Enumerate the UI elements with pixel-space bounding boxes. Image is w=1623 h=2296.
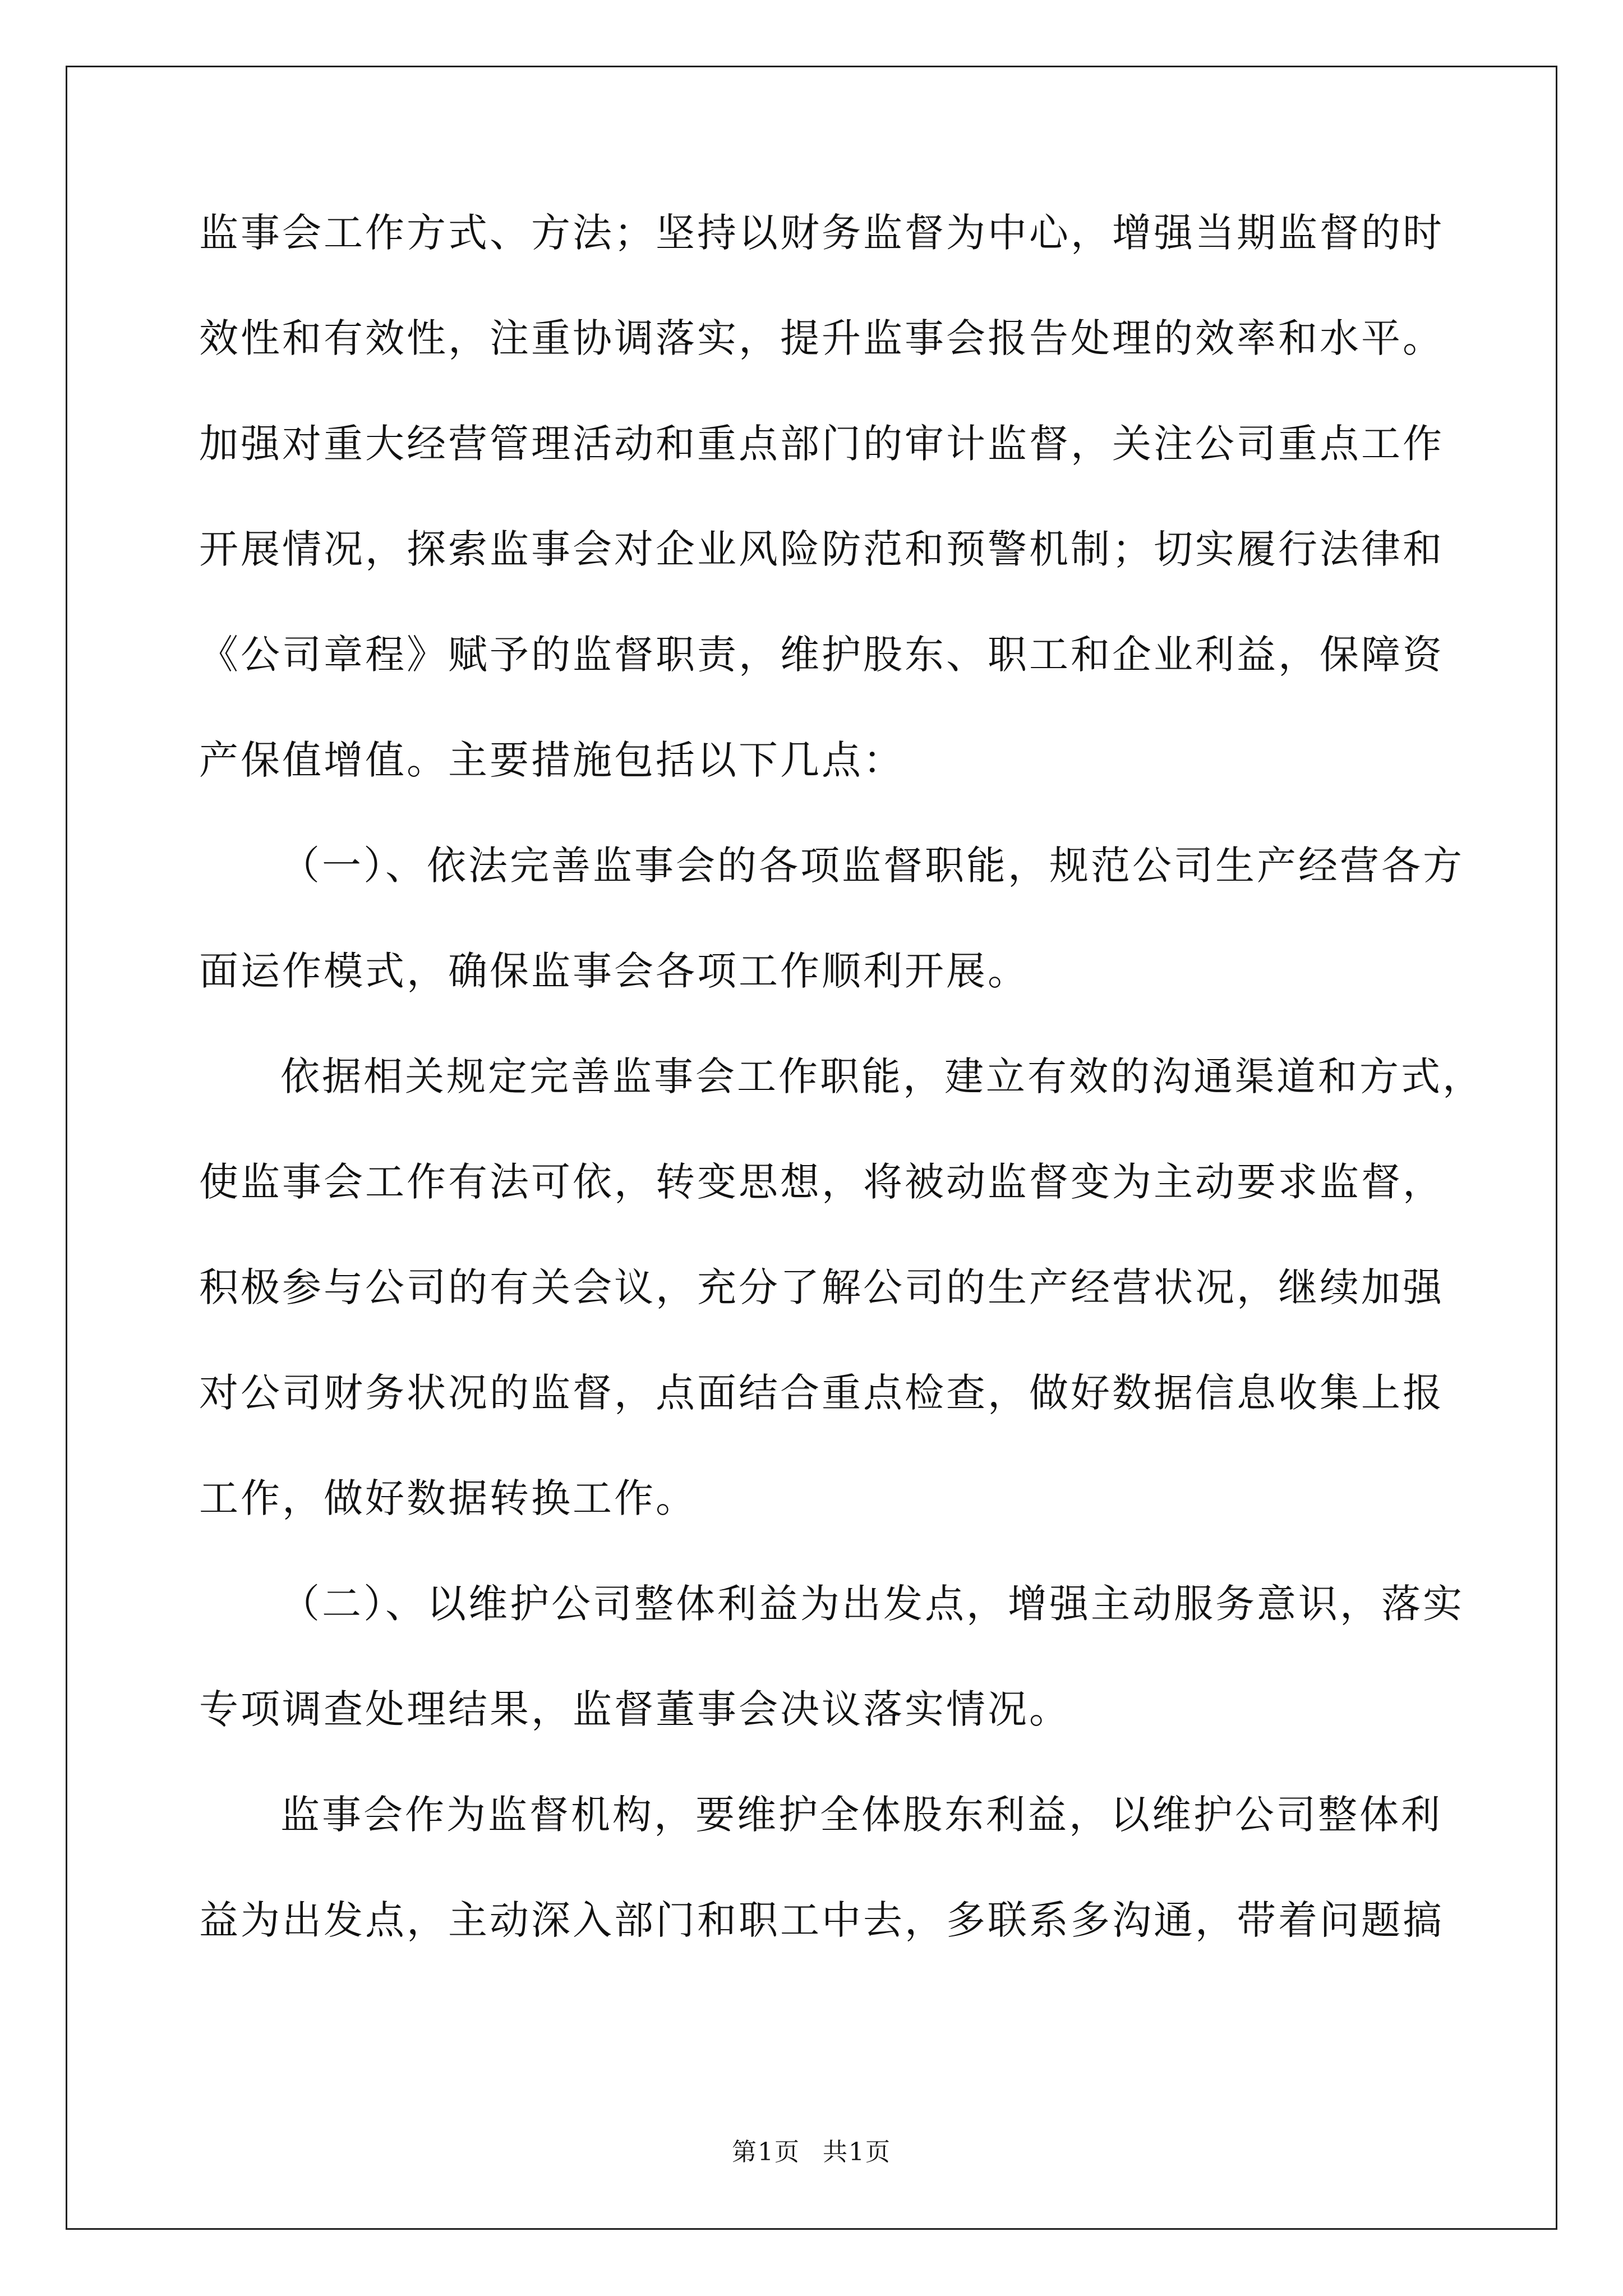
text-line: 加强对重大经营管理活动和重点部门的审计监督，关注公司重点工作 [199, 421, 1444, 467]
paragraph-start: 依据相关规定完善监事会工作职能，建立有效的沟通渠道和方式， [280, 1053, 1484, 1099]
paragraph-start: 监事会作为监督机构，要维护全体股东利益，以维护公司整体利 [280, 1792, 1442, 1838]
text-line: 使监事会工作有法可依，转变思想，将被动监督变为主动要求监督， [199, 1159, 1444, 1205]
page-number: 第1页 [732, 2138, 800, 2166]
text-line: 对公司财务状况的监督，点面结合重点检查，做好数据信息收集上报 [199, 1370, 1444, 1416]
text-line: 积极参与公司的有关会议，充分了解公司的生产经营状况，继续加强 [199, 1264, 1444, 1310]
text-line: 工作，做好数据转换工作。 [199, 1475, 697, 1521]
text-line: 益为出发点，主动深入部门和职工中去，多联系多沟通，带着问题搞 [199, 1897, 1444, 1943]
text-line: 监事会工作方式、方法；坚持以财务监督为中心，增强当期监督的时 [199, 210, 1444, 256]
page-total: 共1页 [823, 2138, 891, 2166]
text-line: 《公司章程》赋予的监督职责，维护股东、职工和企业利益，保障资 [199, 632, 1444, 678]
text-line: 效性和有效性，注重协调落实，提升监事会报告处理的效率和水平。 [199, 315, 1444, 361]
document-body [199, 210, 1484, 2006]
page-footer [0, 2140, 1623, 2165]
text-line: 专项调查处理结果，监督董事会决议落实情况。 [199, 1686, 1071, 1732]
section-heading-2: （二）、以维护公司整体利益为出发点，增强主动服务意识，落实 [280, 1581, 1464, 1627]
text-line: 产保值增值。主要措施包括以下几点： [199, 737, 905, 783]
section-heading-1: （一）、依法完善监事会的各项监督职能，规范公司生产经营各方 [280, 843, 1464, 889]
text-line: 面运作模式，确保监事会各项工作顺利开展。 [199, 948, 1029, 994]
text-line: 开展情况，探索监事会对企业风险防范和预警机制；切实履行法律和 [199, 526, 1444, 572]
